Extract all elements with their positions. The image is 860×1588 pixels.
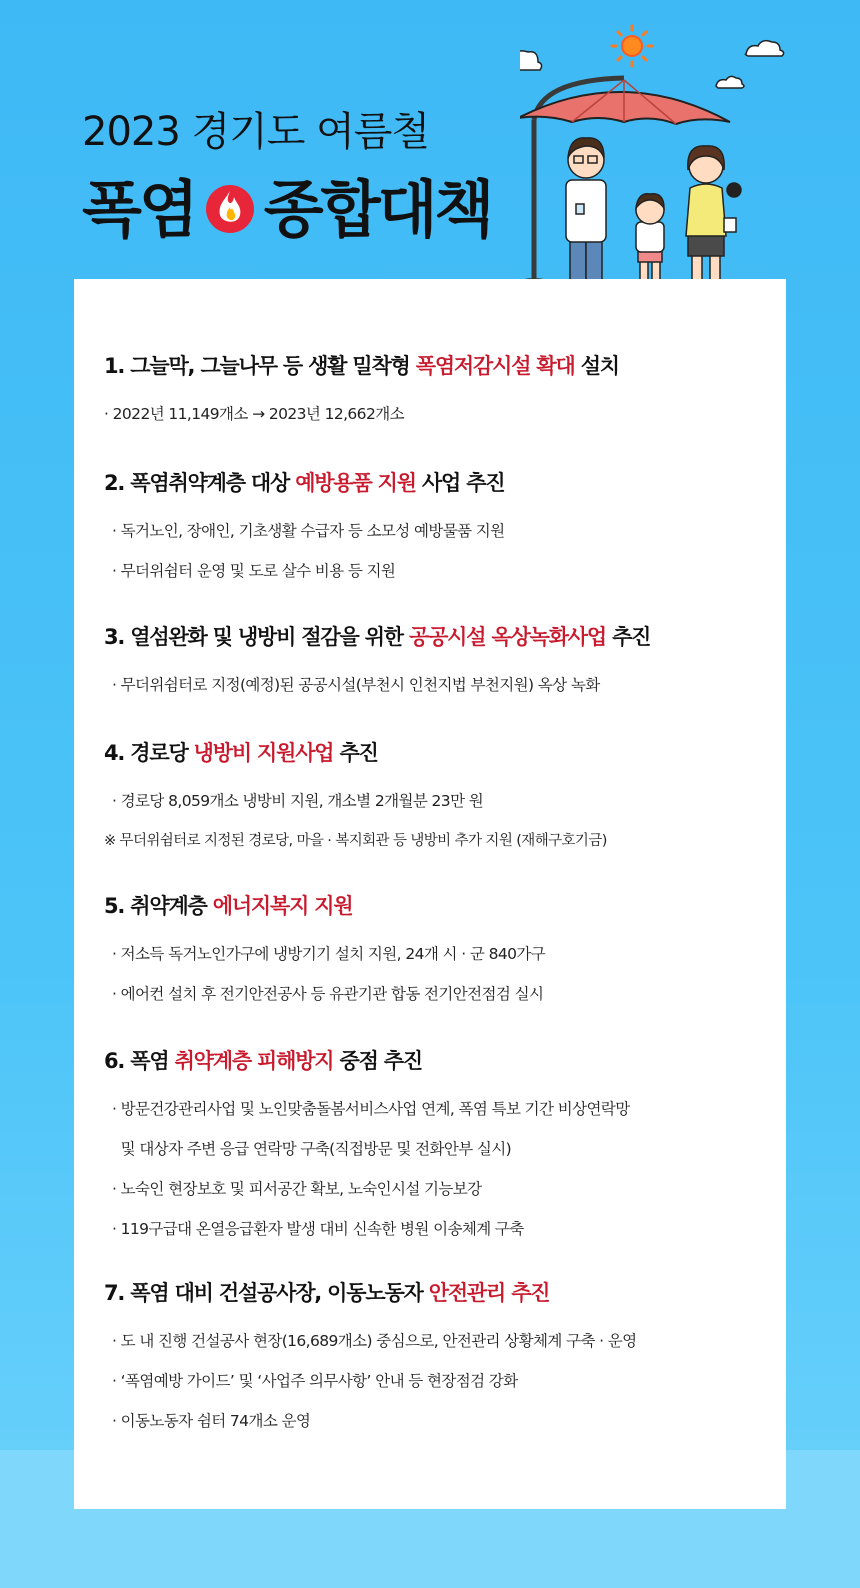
section-title-highlight: 에너지복지 지원 (212, 894, 353, 918)
section-title-text: 2. 폭염취약계층 대상 (104, 471, 296, 495)
section-2 (104, 467, 784, 579)
section-4 (104, 737, 784, 849)
family-under-umbrella-illustration (520, 20, 860, 320)
section-5 (104, 890, 784, 1002)
sun-icon (612, 26, 652, 66)
list-item: · 2022년 11,149개소 → 2023년 12,662개소 (104, 405, 404, 423)
section-title-text: 1. 그늘막, 그늘나무 등 생활 밀착형 (104, 354, 416, 378)
section-1 (104, 350, 784, 422)
section-title-highlight: 냉방비 지원사업 (193, 741, 334, 765)
section-title (104, 1277, 784, 1307)
list-item: · 노숙인 현장보호 및 피서공간 확보, 노숙인시설 기능보강 (112, 1180, 482, 1198)
page-title-line1: 2023 경기도 여름철 (82, 109, 430, 155)
section-title-text: 3. 열섬완화 및 냉방비 절감을 위한 (104, 625, 409, 649)
section-title (104, 1045, 784, 1075)
section-title (104, 621, 784, 651)
list-item: · 저소득 독거노인가구에 냉방기기 설치 지원, 24개 시 · 군 840가구 (112, 945, 546, 963)
section-title-text: 추진 (605, 625, 651, 649)
section-title-text: 중점 추진 (333, 1049, 422, 1073)
section-6 (104, 1045, 784, 1237)
section-title (104, 890, 784, 920)
section-title-text: 사업 추진 (415, 471, 505, 495)
section-title-text: 5. 취약계층 (104, 894, 213, 918)
section-title-highlight: 폭염저감시설 확대 (415, 354, 575, 378)
section-title-text: 7. 폭염 대비 건설공사장, 이동노동자 (104, 1281, 429, 1305)
list-item: · 이동노동자 쉼터 74개소 운영 (112, 1412, 311, 1430)
title-word-heatwave: 폭염 (82, 173, 196, 246)
list-item: · 경로당 8,059개소 냉방비 지원, 개소별 2개월분 23만 원 (112, 792, 484, 810)
section-title-highlight: 취약계층 피해방지 (174, 1049, 334, 1073)
section-7 (104, 1277, 784, 1429)
title-word-comprehensive-plan: 종합대책 (263, 173, 492, 246)
section-title-highlight: 안전관리 추진 (428, 1281, 550, 1305)
section-title (104, 350, 784, 380)
fire-icon (202, 177, 258, 233)
list-item-continuation: 및 대상자 주변 응급 연락망 구축(직접방문 및 전화안부 실시) (112, 1140, 512, 1158)
cloud-icon (520, 41, 784, 88)
section-title-text: 추진 (333, 741, 378, 765)
section-title-text: 4. 경로당 (104, 741, 194, 765)
list-item: · 독거노인, 장애인, 기초생활 수급자 등 소모성 예방물품 지원 (112, 522, 505, 540)
section-title (104, 737, 784, 767)
list-item: · 무더위쉼터로 지정(예정)된 공공시설(부천시 인천지법 부천지원) 옥상 녹화 (112, 676, 600, 694)
section-title-highlight: 공공시설 옥상녹화사업 (408, 625, 606, 649)
list-item-note: ※ 무더위쉼터로 지정된 경로당, 마을 · 복지회관 등 냉방비 추가 지원 (재해구호기금) (104, 833, 607, 849)
content-card (74, 279, 786, 1509)
section-title-highlight: 예방용품 지원 (295, 471, 416, 495)
list-item: · 방문건강관리사업 및 노인맞춤돌봄서비스사업 연계, 폭염 특보 기간 비상연락망 (112, 1100, 630, 1118)
section-title-text: 설치 (574, 354, 619, 378)
page-title-line2 (82, 160, 491, 249)
list-item: · ‘폭염예방 가이드’ 및 ‘사업주 의무사항’ 안내 등 현장점검 강화 (112, 1372, 518, 1390)
section-title (104, 467, 784, 497)
section-title-text: 6. 폭염 (104, 1049, 175, 1073)
list-item: · 무더위쉼터 운영 및 도로 살수 비용 등 지원 (112, 562, 396, 580)
list-item: · 도 내 진행 건설공사 현장(16,689개소) 중심으로, 안전관리 상황체계 구축 · 운영 (112, 1332, 637, 1350)
section-3 (104, 621, 784, 693)
list-item: · 119구급대 온열응급환자 발생 대비 신속한 병원 이송체계 구축 (112, 1220, 524, 1238)
list-item: · 에어컨 설치 후 전기안전공사 등 유관기관 합동 전기안전점검 실시 (112, 985, 544, 1003)
